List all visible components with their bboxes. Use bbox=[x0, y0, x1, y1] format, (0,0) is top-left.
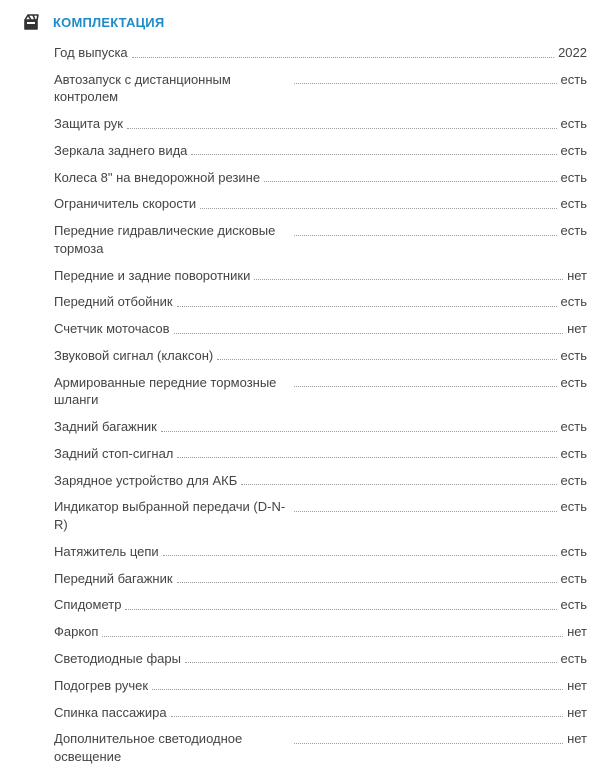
section-title: КОМПЛЕКТАЦИЯ bbox=[53, 14, 165, 30]
spec-label: Индикатор выбранной передачи (D-N-R) bbox=[54, 498, 294, 533]
spec-value: есть bbox=[557, 169, 587, 187]
spec-row bbox=[54, 543, 587, 561]
spec-row bbox=[54, 472, 587, 490]
spec-label: Зарядное устройство для АКБ bbox=[54, 472, 241, 490]
spec-row bbox=[54, 650, 587, 668]
spec-value: есть bbox=[557, 570, 587, 588]
spec-row bbox=[54, 222, 587, 257]
dotted-leader bbox=[177, 445, 556, 463]
dotted-leader bbox=[102, 623, 563, 641]
spec-row bbox=[54, 169, 587, 187]
dotted-leader bbox=[294, 730, 563, 765]
dotted-leader bbox=[264, 169, 556, 187]
spec-value: есть bbox=[557, 374, 587, 392]
spec-value: 2022 bbox=[554, 44, 587, 62]
dotted-leader bbox=[152, 677, 563, 695]
spec-value: есть bbox=[557, 596, 587, 614]
spec-row bbox=[54, 44, 587, 62]
dotted-leader bbox=[254, 267, 563, 285]
spec-value: нет bbox=[563, 320, 587, 338]
spec-label: Зеркала заднего вида bbox=[54, 142, 191, 160]
spec-row bbox=[54, 347, 587, 365]
dotted-leader bbox=[177, 570, 557, 588]
spec-list bbox=[54, 44, 587, 775]
spec-label: Подогрев ручек bbox=[54, 677, 152, 695]
dotted-leader bbox=[174, 320, 564, 338]
spec-row bbox=[54, 704, 587, 722]
spec-label: Автозапуск с дистанционным контролем bbox=[54, 71, 294, 106]
spec-value: есть bbox=[557, 293, 587, 311]
spec-row bbox=[54, 418, 587, 436]
spec-value: есть bbox=[557, 498, 587, 516]
spec-row bbox=[54, 71, 587, 106]
spec-label: Передние и задние поворотники bbox=[54, 267, 254, 285]
spec-label: Фаркоп bbox=[54, 623, 102, 641]
dotted-leader bbox=[241, 472, 556, 490]
spec-value: есть bbox=[557, 418, 587, 436]
spec-row bbox=[54, 623, 587, 641]
spec-label: Передние гидравлические дисковые тормоза bbox=[54, 222, 294, 257]
spec-row bbox=[54, 498, 587, 533]
spec-label: Спидометр bbox=[54, 596, 125, 614]
spec-row bbox=[54, 570, 587, 588]
spec-row bbox=[54, 445, 587, 463]
spec-row bbox=[54, 730, 587, 765]
spec-label: Натяжитель цепи bbox=[54, 543, 163, 561]
spec-value: есть bbox=[557, 222, 587, 240]
spec-row bbox=[54, 142, 587, 160]
dotted-leader bbox=[177, 293, 557, 311]
spec-label: Дополнительное светодиодное освещение bbox=[54, 730, 294, 765]
spec-label: Год выпуска bbox=[54, 44, 132, 62]
spec-label: Колеса 8" на внедорожной резине bbox=[54, 169, 264, 187]
spec-label: Звуковой сигнал (клаксон) bbox=[54, 347, 217, 365]
spec-value: есть bbox=[557, 543, 587, 561]
spec-label: Армированные передние тормозные шланги bbox=[54, 374, 294, 409]
dotted-leader bbox=[191, 142, 556, 160]
spec-value: нет bbox=[563, 704, 587, 722]
spec-value: нет bbox=[563, 730, 587, 748]
spec-row bbox=[54, 115, 587, 133]
spec-value: есть bbox=[557, 71, 587, 89]
dotted-leader bbox=[161, 418, 557, 436]
dotted-leader bbox=[294, 498, 557, 533]
spec-row bbox=[54, 293, 587, 311]
spec-label: Счетчик моточасов bbox=[54, 320, 174, 338]
dotted-leader bbox=[171, 704, 563, 722]
spec-label: Задний стоп-сигнал bbox=[54, 445, 177, 463]
spec-label: Спинка пассажира bbox=[54, 704, 171, 722]
spec-value: есть bbox=[557, 142, 587, 160]
spec-row bbox=[54, 267, 587, 285]
section-header bbox=[22, 12, 164, 32]
spec-label: Передний отбойник bbox=[54, 293, 177, 311]
dotted-leader bbox=[125, 596, 556, 614]
spec-value: есть bbox=[557, 347, 587, 365]
spec-label: Задний багажник bbox=[54, 418, 161, 436]
dotted-leader bbox=[127, 115, 557, 133]
spec-value: есть bbox=[557, 472, 587, 490]
spec-value: есть bbox=[557, 445, 587, 463]
spec-value: нет bbox=[563, 677, 587, 695]
dotted-leader bbox=[185, 650, 557, 668]
spec-label: Ограничитель скорости bbox=[54, 195, 200, 213]
spec-value: есть bbox=[557, 650, 587, 668]
dotted-leader bbox=[163, 543, 557, 561]
dotted-leader bbox=[294, 71, 557, 106]
spec-row bbox=[54, 374, 587, 409]
spec-value: нет bbox=[563, 623, 587, 641]
spec-row bbox=[54, 195, 587, 213]
spec-label: Светодиодные фары bbox=[54, 650, 185, 668]
dotted-leader bbox=[294, 374, 557, 409]
dotted-leader bbox=[294, 222, 557, 257]
spec-label: Защита рук bbox=[54, 115, 127, 133]
spec-value: есть bbox=[557, 115, 587, 133]
spec-value: нет bbox=[563, 267, 587, 285]
box-open-icon bbox=[22, 13, 40, 31]
dotted-leader bbox=[217, 347, 556, 365]
dotted-leader bbox=[200, 195, 556, 213]
spec-row bbox=[54, 677, 587, 695]
spec-value: есть bbox=[557, 195, 587, 213]
spec-row bbox=[54, 320, 587, 338]
spec-label: Передний багажник bbox=[54, 570, 177, 588]
spec-row bbox=[54, 596, 587, 614]
dotted-leader bbox=[132, 44, 554, 62]
